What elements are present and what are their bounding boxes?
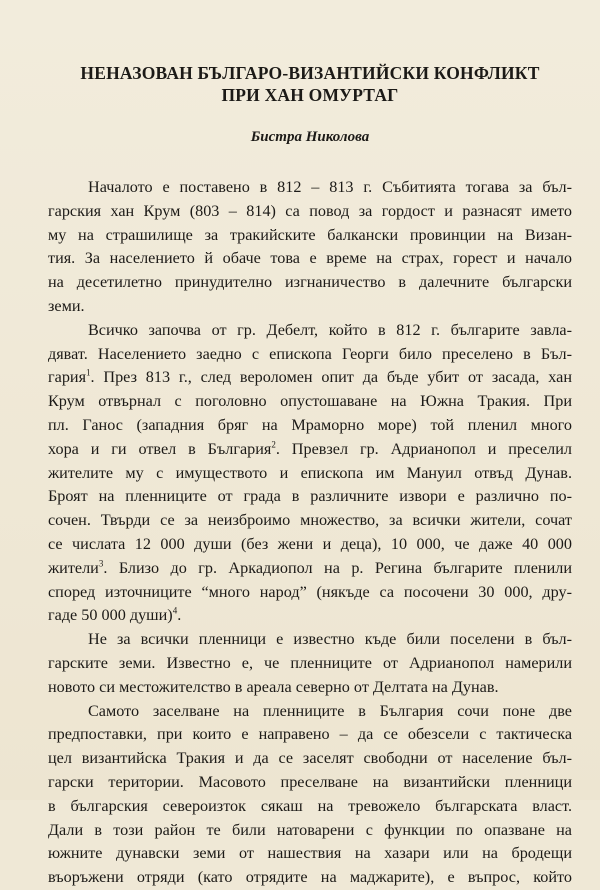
text-line-with-footnote	[48, 366, 572, 390]
text-line: Броят на пленниците от града в различните извори е различно по-	[48, 487, 572, 506]
text-line: гарския хан Крум (803 – 814) са повод за гордост и разнасят името	[48, 201, 572, 220]
text-line: новото си местожителство в ареала северно от Делтата на Дунав.	[48, 677, 499, 696]
text-fragment: жители	[48, 558, 99, 577]
text-line: Крум отвърнал с поголовно опустошаване на Южна Тракия. При	[48, 392, 572, 411]
text-line: в българския североизток сякаш на тревожело българската власт.	[48, 796, 572, 815]
author-name: Бистра Николова	[250, 129, 370, 145]
text-line: гарски територии. Масовото преселване на византийски пленници	[48, 772, 572, 791]
footnote-marker-4[interactable]: 4	[172, 605, 178, 616]
text-line-with-footnote	[48, 557, 572, 581]
text-line: предпоставки, при които е направено – да се обезсели с тактическа	[48, 725, 572, 744]
text-fragment: . През 813 г., след вероломен опит да бъде убит от засада, хан	[90, 368, 572, 387]
text-line: гарските земи. Известно е, че пленниците от Адрианопол намерили	[48, 653, 572, 672]
paragraph-4	[48, 700, 572, 890]
footnote-marker-1[interactable]: 1	[86, 367, 91, 378]
text-line: му на страшилище за тракийските балкански провинции на Визан-	[48, 225, 572, 244]
text-line: тия. За населението й обаче това е време на страх, горест и начало	[48, 249, 572, 268]
footnote-marker-3[interactable]: 3	[98, 558, 104, 569]
text-line: Началото е поставено в 812 – 813 г. Събитията тогава за бъл-	[88, 178, 572, 196]
footnote-marker-2[interactable]: 2	[271, 439, 276, 450]
text-line: пл. Ганос (западния бряг на Мраморно море) той пленил много	[48, 415, 572, 434]
text-fragment: . Превзел гр. Адрианопол и преселил	[275, 439, 572, 458]
text-line: земи.	[48, 296, 85, 315]
text-fragment: хора и ги отвел в България	[48, 439, 272, 458]
paragraph-1	[48, 176, 572, 319]
text-fragment: . Близо до гр. Аркадиопол на р. Регина българите пленили	[103, 558, 572, 577]
paragraph-3	[48, 628, 572, 699]
text-fragment: .	[177, 606, 182, 625]
text-line-with-footnote	[48, 438, 572, 462]
text-line: Дали в този район те били натоварени с функции по опазване на	[48, 820, 572, 839]
text-line: въоръжени отряди (като отрядите на маджарите), е въпрос, който	[48, 868, 572, 887]
text-line: Всичко започва от гр. Дебелт, който в 812 г. българите завла-	[88, 320, 572, 339]
article-title	[40, 62, 580, 106]
text-line: според източниците “много народ” (някъде са посочени 30 000, дру-	[48, 582, 572, 601]
text-line: южните дунавски земи от нашествия на хазари или на бродещи	[48, 844, 572, 863]
title-line-1: НЕНАЗОВАН БЪЛГАРО-ВИЗАНТИЙСКИ КОНФЛИКТ	[80, 63, 540, 83]
text-line: цел византийска Тракия и да се заселят свободни от население бъл-	[48, 749, 572, 768]
text-line: на десетилетно принудително изгнаничество в далечните български	[48, 273, 572, 292]
text-line: жителите му с имуществото и епископа им Мануил отвъд Дунав.	[48, 463, 572, 482]
article-body	[48, 176, 572, 890]
text-line: дяват. Населението заедно с епископа Георги било преселено в Бъл-	[48, 344, 572, 363]
text-line-with-footnote	[48, 604, 572, 628]
paragraph-2	[48, 319, 572, 628]
title-line-2: ПРИ ХАН ОМУРТАГ	[221, 85, 399, 105]
text-line: се числата 12 000 души (без жени и деца), 10 000, че даже 40 000	[48, 534, 572, 553]
text-line: сочен. Твърди се за неизброимо множество, за всички жители, сочат	[48, 511, 572, 530]
text-line: Самото заселване на пленниците в България сочи поне две	[88, 701, 572, 720]
text-fragment: гария	[48, 368, 87, 387]
text-fragment: гаде 50 000 души)	[48, 606, 173, 625]
text-line: Не за всички пленници е известно къде били поселени в бъл-	[88, 630, 572, 649]
